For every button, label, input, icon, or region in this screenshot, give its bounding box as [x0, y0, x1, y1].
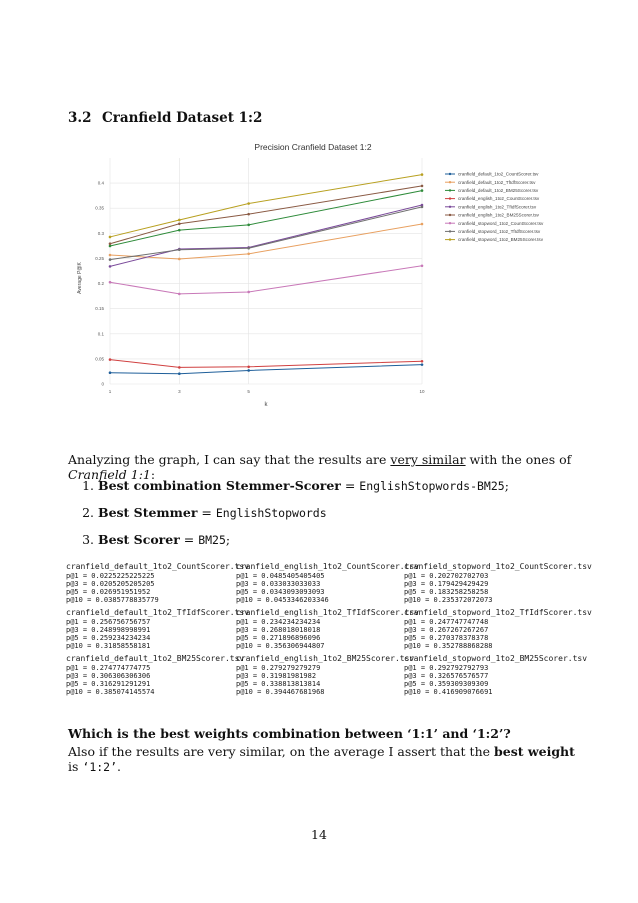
chart-series: [109, 173, 424, 375]
data-point: [109, 254, 112, 257]
y-tick-label: 0: [101, 381, 104, 387]
series-line: [110, 224, 422, 259]
result-filename: cranfield_english_1to2_BM25Scorer.tsv: [236, 654, 415, 663]
result-row: p@3 = 0.306306306306: [66, 672, 151, 680]
conclusion-end: ;: [504, 478, 509, 493]
result-row: p@10 = 0.385074145574: [66, 688, 155, 696]
conclusion-label: Best combination Stemmer-Scorer: [98, 478, 341, 493]
conclusion-label: Best Scorer: [98, 531, 180, 547]
answer-value: ‘1:2’: [82, 760, 118, 774]
y-tick-label: 0.3: [97, 230, 104, 236]
result-row: p@10 = 0.394467681968: [236, 688, 325, 696]
data-point: [247, 213, 250, 216]
result-row: p@3 = 0.267267267267: [404, 626, 489, 634]
x-tick-label: 3: [178, 389, 181, 394]
result-row: p@1 = 0.274774774775: [66, 664, 151, 672]
data-point: [178, 293, 181, 296]
results-screenshot: [66, 562, 592, 712]
result-block: [236, 654, 415, 696]
legend-marker: [449, 214, 451, 216]
data-point: [178, 222, 181, 225]
result-row: p@10 = 0.356306944807: [236, 642, 325, 650]
legend-marker: [449, 189, 451, 191]
legend-marker: [449, 222, 451, 224]
question-heading: Which is the best weights combination between ‘1:1’ and ‘1:2’?: [68, 726, 511, 741]
data-point: [421, 223, 424, 226]
conclusion-value: EnglishStopwords: [215, 505, 327, 520]
series-line: [110, 175, 422, 237]
result-row: p@1 = 0.292792792793: [404, 664, 489, 672]
answer-text-2: is: [68, 759, 83, 774]
chart-legend: [445, 172, 544, 243]
data-point: [247, 291, 250, 294]
equals-sign: =: [197, 504, 216, 520]
y-tick-label: 0.2: [97, 281, 104, 287]
legend-marker: [449, 206, 451, 208]
conclusions-list: [68, 478, 618, 559]
data-point: [109, 242, 112, 245]
result-row: p@5 = 0.026951951952: [66, 588, 151, 596]
result-row: p@1 = 0.234234234234: [236, 618, 321, 626]
legend-label: cranfield_english_1to2_CountScorer.tsv: [458, 196, 540, 202]
result-row: p@5 = 0.359309309309: [404, 680, 489, 688]
conclusion-item: [98, 532, 618, 549]
data-point: [178, 229, 181, 232]
data-point: [109, 358, 112, 361]
data-point: [247, 365, 250, 368]
results-column-default: [66, 562, 250, 700]
results-column-stopword: [404, 562, 592, 700]
data-point: [421, 264, 424, 267]
result-row: p@1 = 0.0485405405405: [236, 572, 325, 580]
data-point: [247, 202, 250, 205]
legend-marker: [449, 173, 451, 175]
conclusion-value: BM25: [198, 532, 226, 547]
result-row: p@10 = 0.352788868288: [404, 642, 493, 650]
data-point: [109, 265, 112, 268]
data-point: [109, 245, 112, 248]
legend-label: cranfield_english_1to2_BM25Scorer.tsv: [458, 212, 539, 218]
data-point: [178, 372, 181, 375]
legend-label: cranfield_stopword_1to2_CountScorer.tsv: [458, 220, 544, 226]
result-filename: cranfield_stopword_1to2_CountScorer.tsv: [404, 562, 592, 571]
result-row: p@1 = 0.247747747748: [404, 618, 489, 626]
result-row: p@5 = 0.183258258258: [404, 588, 489, 596]
conclusion-label: Best Stemmer: [98, 504, 198, 520]
section-title: Cranfield Dataset 1:2: [102, 110, 263, 126]
result-row: p@3 = 0.0205205205205: [66, 580, 155, 588]
result-row: p@10 = 0.235372072073: [404, 596, 493, 604]
result-block: [236, 562, 420, 604]
result-row: p@5 = 0.271896896096: [236, 634, 321, 642]
conclusion-item: [98, 478, 618, 495]
data-point: [247, 224, 250, 227]
data-point: [109, 281, 112, 284]
legend-label: cranfield_stopword_1to2_TfIdfScorer.tsv: [458, 229, 541, 234]
analysis-text-2: with the ones of: [465, 452, 572, 467]
result-block: [404, 654, 588, 696]
result-row: p@10 = 0.31858558181: [66, 642, 151, 650]
result-filename: cranfield_default_1to2_BM25Scorer.tsv: [66, 654, 245, 663]
legend-label: cranfield_default_1to2_BM25Scorer.tsv: [458, 188, 539, 193]
chart-title: Precision Cranfield Dataset 1:2: [254, 142, 372, 152]
result-block: [66, 654, 245, 696]
result-row: p@3 = 0.31981981982: [236, 672, 317, 680]
legend-label: cranfield_english_1to2_TfIdfScorer.tsv: [458, 204, 537, 210]
y-tick-label: 0.1: [97, 331, 104, 337]
analysis-emphasis: very similar: [390, 452, 466, 467]
data-point: [421, 173, 424, 176]
series-line: [110, 266, 422, 294]
conclusion-end: ;: [225, 531, 231, 547]
legend-marker: [449, 230, 451, 232]
result-filename: cranfield_default_1to2_TfIdfScorer.tsv: [66, 608, 250, 617]
data-point: [178, 219, 181, 222]
result-block: [236, 608, 420, 650]
x-axis-ticks: [109, 389, 425, 394]
legend-label: cranfield_default_1to2_CountScorer.tsv: [458, 171, 539, 177]
data-point: [421, 206, 424, 209]
result-row: p@1 = 0.0225225225225: [66, 572, 155, 580]
page-number: 14: [311, 827, 327, 842]
y-axis-label: Average P@K: [77, 262, 83, 294]
legend-label: cranfield_default_1to2_TfIdfScorer.tsv: [458, 179, 536, 185]
answer-paragraph: [68, 744, 588, 774]
legend-marker: [449, 197, 451, 199]
result-filename: cranfield_stopword_1to2_BM25Scorer.tsv: [404, 654, 588, 663]
data-point: [421, 363, 424, 366]
result-block: [404, 608, 592, 650]
result-row: p@1 = 0.202702702703: [404, 572, 489, 580]
result-row: p@10 = 0.416909076691: [404, 688, 493, 696]
result-filename: cranfield_default_1to2_CountScorer.tsv: [66, 562, 250, 571]
data-point: [178, 258, 181, 261]
result-row: p@3 = 0.326576576577: [404, 672, 489, 680]
equals-sign: =: [340, 478, 360, 493]
chart-grid: [110, 158, 422, 384]
result-block: [66, 608, 250, 650]
data-point: [247, 247, 250, 250]
section-heading: [68, 110, 262, 126]
y-tick-label: 0.15: [95, 306, 104, 312]
x-tick-label: 1: [108, 389, 112, 394]
answer-text: Also if the results are very similar, on the average I assert that the: [68, 744, 494, 759]
answer-emphasis: best weight: [494, 744, 575, 759]
y-tick-label: 0.4: [97, 180, 104, 186]
result-filename: cranfield_english_1to2_CountScorer.tsv: [236, 562, 420, 571]
result-row: p@5 = 0.259234234234: [66, 634, 151, 642]
result-row: p@3 = 0.179429429429: [404, 580, 489, 588]
results-column-english: [236, 562, 420, 700]
y-tick-label: 0.35: [95, 205, 104, 211]
conclusion-item: [98, 505, 618, 522]
result-filename: cranfield_stopword_1to2_TfIdfScorer.tsv: [404, 608, 592, 617]
result-row: p@5 = 0.316291291291: [66, 680, 151, 688]
result-row: p@1 = 0.256756756757: [66, 618, 151, 626]
result-row: p@1 = 0.279279279279: [236, 664, 321, 672]
y-tick-label: 0.25: [95, 255, 104, 261]
y-tick-label: 0.05: [95, 356, 104, 362]
data-point: [421, 189, 424, 192]
analysis-text: Analyzing the graph, I can say that the results are: [68, 452, 391, 467]
answer-text-3: .: [117, 759, 121, 774]
result-block: [404, 562, 592, 604]
equals-sign: =: [179, 531, 199, 547]
result-block: [66, 562, 250, 604]
precision-line-chart: [60, 138, 580, 416]
data-point: [421, 185, 424, 188]
result-row: p@3 = 0.268018018018: [236, 626, 321, 634]
result-row: p@3 = 0.033033033033: [236, 580, 321, 588]
data-point: [178, 366, 181, 369]
result-row: p@3 = 0.248998998991: [66, 626, 151, 634]
data-point: [178, 248, 181, 251]
y-axis-ticks: [95, 181, 104, 387]
analysis-text-3: :: [150, 467, 156, 482]
analysis-reference: Cranfield 1:1: [68, 467, 151, 482]
data-point: [109, 258, 112, 261]
section-number: 3.2: [68, 110, 92, 126]
data-point: [421, 360, 424, 363]
result-row: p@10 = 0.0453346203346: [236, 596, 329, 604]
result-row: p@5 = 0.0343093093093: [236, 588, 325, 596]
legend-label: cranfield_stopword_1to2_BM25Scorer.tsv: [458, 237, 544, 243]
data-point: [247, 253, 250, 256]
data-point: [109, 236, 112, 239]
data-point: [247, 369, 250, 372]
legend-marker: [449, 238, 451, 240]
data-point: [109, 371, 112, 374]
conclusion-value: EnglishStopwords-BM25: [359, 479, 505, 493]
x-tick-label: 5: [247, 389, 250, 394]
x-tick-label: 10: [419, 389, 425, 394]
result-row: p@10 = 0.0385778835779: [66, 596, 159, 604]
result-row: p@5 = 0.338813813814: [236, 680, 321, 688]
x-axis-label: k: [264, 402, 268, 408]
legend-marker: [449, 181, 451, 183]
result-filename: cranfield_english_1to2_TfIdfScorer.tsv: [236, 608, 420, 617]
result-row: p@5 = 0.270378378378: [404, 634, 489, 642]
